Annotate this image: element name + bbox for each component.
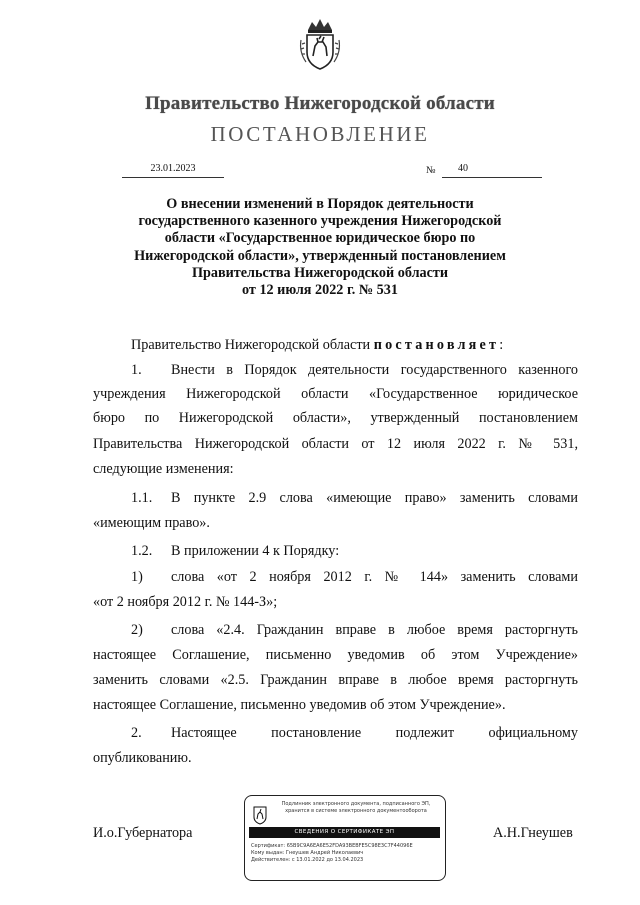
stamp-title-bar: СВЕДЕНИЯ О СЕРТИФИКАТЕ ЭП	[249, 827, 440, 838]
paragraph-text: опубликованию.	[93, 750, 192, 766]
stamp-header-line: Подлинник электронного документа, подписанного ЭП,	[281, 801, 431, 807]
paragraph-text: заменить словами «2.5. Гражданин вправе в любое время расторгнуть	[93, 672, 578, 688]
paragraph-text: слова «2.4. Гражданин вправе в любое время расторгнуть	[171, 622, 578, 638]
paragraph-text: учреждения Нижегородской области «Государственное юридическое	[93, 386, 578, 402]
paragraph-text: Внести в Порядок деятельности государственного казенного	[171, 362, 578, 378]
signatory-position: И.о.Губернатора	[93, 825, 193, 841]
paragraph-text: «от 2 ноября 2012 г. № 144-З»;	[93, 594, 278, 610]
document-date	[122, 160, 224, 178]
document-date-value: 23.01.2023	[150, 163, 196, 174]
subject-line: от 12 июля 2022 г. № 531	[242, 282, 398, 299]
paragraph-number: 2.	[131, 725, 142, 741]
subject-line: государственного казенного учреждения Нижегородской	[138, 213, 502, 230]
intro-line	[131, 337, 503, 354]
paragraph-text: слова «от 2 ноября 2012 г. № 144» заменить словами	[171, 569, 578, 585]
intro-suffix: :	[499, 337, 504, 353]
paragraph-text: настоящее Соглашение, письменно уведомив об этом Учреждение»	[93, 647, 578, 663]
signatory-name: А.Н.Гнеушев	[493, 825, 573, 841]
document-subject	[110, 196, 530, 299]
document-number	[442, 160, 542, 178]
subject-line: области «Государственное юридическое бюро по	[164, 230, 476, 247]
subject-line: Нижегородской области», утвержденный постановлением	[134, 247, 506, 264]
paragraph-number: 1.1.	[131, 490, 153, 506]
certificate-serial: Сертификат: 65B9C9A6EA6E52FDA93BEBFE5C98E3C7F44096E	[251, 843, 413, 849]
paragraph-text: В приложении 4 к Порядку:	[171, 543, 340, 559]
intro-decree-word: постановляет	[373, 337, 500, 353]
paragraph-text: «имеющим право».	[93, 515, 210, 531]
nizhny-novgorod-deer-logo-icon	[252, 805, 268, 825]
paragraph-text: Правительства Нижегородской области от 12 июля 2022 г. № 531,	[93, 436, 578, 452]
paragraph-text: следующие изменения:	[93, 461, 234, 477]
stamp-details	[251, 843, 441, 864]
paragraph-number: 1)	[131, 569, 143, 585]
government-title: Правительство Нижегородской области	[145, 93, 495, 114]
number-sign: №	[426, 165, 436, 176]
stamp-header-line: хранится в системе электронного документооборота	[285, 807, 427, 814]
e-signature-stamp	[244, 795, 446, 881]
intro-prefix: Правительство Нижегородской области	[131, 337, 374, 353]
certificate-owner: Кому выдан: Гнеушев Андрей Николаевич	[251, 850, 364, 856]
document-type: ПОСТАНОВЛЕНИЕ	[210, 122, 430, 146]
document-number-value: 40	[458, 163, 468, 174]
paragraph-text: Настоящее постановление подлежит официальному	[171, 725, 578, 741]
paragraph-text: настоящее Соглашение, письменно уведомив об этом Учреждение».	[93, 697, 506, 713]
paragraph-number: 1.2.	[131, 543, 153, 559]
coat-of-arms-icon	[298, 16, 342, 72]
paragraph-text: бюро по Нижегородской области», утвержденный постановлением	[93, 410, 578, 426]
paragraph-number: 1.	[131, 362, 142, 378]
subject-line: Правительства Нижегородской области	[191, 264, 449, 281]
stamp-header	[273, 801, 439, 814]
certificate-validity: Действителен: с 13.01.2022 до 13.04.2023	[251, 857, 364, 863]
paragraph-text: В пункте 2.9 слова «имеющие право» заменить словами	[171, 490, 578, 506]
subject-line: О внесении изменений в Порядок деятельности	[166, 196, 474, 212]
paragraph-number: 2)	[131, 622, 143, 638]
